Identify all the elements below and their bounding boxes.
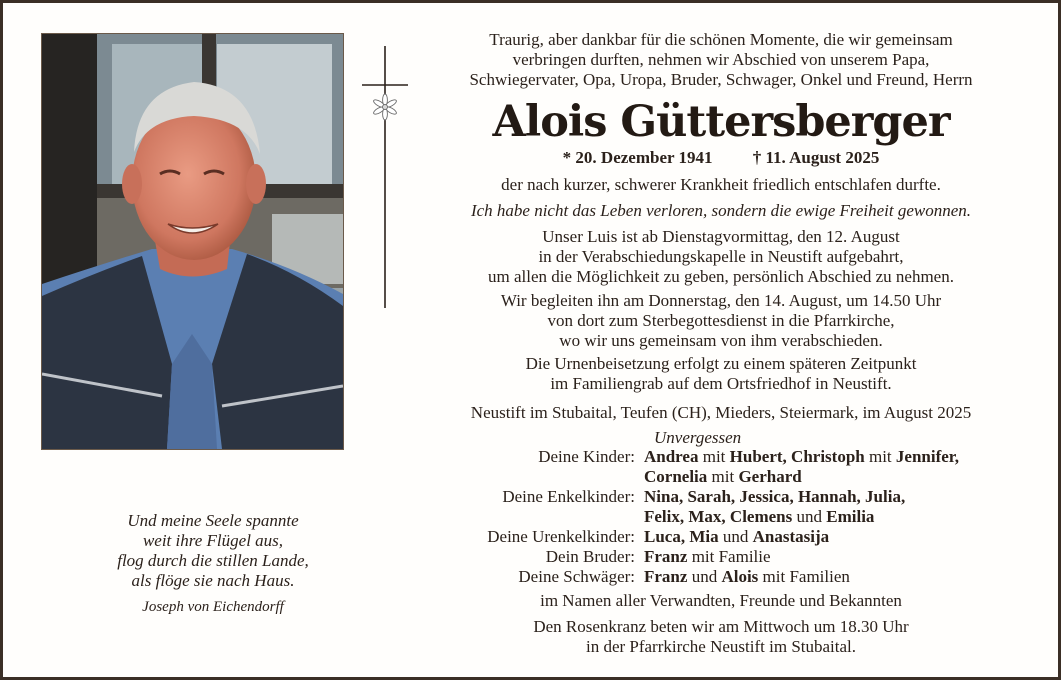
- cross-icon: [359, 46, 411, 308]
- family-connector: mit: [698, 447, 730, 466]
- poem-line: flog durch die stillen Lande,: [117, 551, 309, 570]
- poem-line: als flöge sie nach Haus.: [131, 571, 295, 590]
- intro-line: Schwiegervater, Opa, Uropa, Bruder, Schwager, Onkel und Freund, Herrn: [469, 70, 973, 89]
- family-names: [644, 547, 1014, 567]
- family-member-name: Alois: [721, 567, 759, 586]
- family-connector: mit: [864, 447, 896, 466]
- family-label: Deine Urenkelkinder:: [487, 527, 635, 546]
- family-connector: und: [687, 567, 722, 586]
- intro-text: [411, 30, 1031, 90]
- family-connector: und: [792, 507, 827, 526]
- family-member-name: Nina, Sarah, Jessica, Hannah, Julia,: [644, 487, 906, 506]
- family-row: [363, 567, 1061, 587]
- family-row: [363, 527, 1061, 547]
- family-connector: mit Familie: [687, 547, 771, 566]
- family-member-name: Cornelia: [644, 467, 708, 486]
- family-names: [644, 567, 1014, 587]
- family-label: Deine Enkelkinder:: [502, 487, 635, 506]
- family-label: Deine Schwäger:: [518, 567, 635, 586]
- family-names: [644, 467, 1014, 487]
- family-row: [363, 447, 1061, 467]
- family-member-name: Hubert, Christoph: [729, 447, 865, 466]
- place-date: Neustift im Stubaital, Teufen (CH), Mieders, Steiermark, im August 2025: [470, 403, 972, 422]
- service-text: [411, 291, 1031, 351]
- unvergessen-label: Unvergessen: [654, 428, 742, 447]
- passing-text: der nach kurzer, schwerer Krankheit friedlich entschlafen durfte.: [501, 175, 941, 194]
- viewing-line: um allen die Möglichkeit zu geben, persönlich Abschied zu nehmen.: [488, 267, 954, 286]
- death-date: † 11. August 2025: [752, 148, 880, 167]
- family-member-name: Gerhard: [738, 467, 802, 486]
- family-label: Dein Bruder:: [545, 547, 635, 566]
- family-member-name: Luca, Mia: [644, 527, 719, 546]
- viewing-text: [411, 227, 1031, 287]
- family-member-name: Franz: [644, 547, 688, 566]
- family-row: [363, 467, 1061, 487]
- birth-date: * 20. Dezember 1941: [562, 148, 713, 167]
- family-connector: mit Familien: [758, 567, 850, 586]
- family-member-name: Franz: [644, 567, 688, 586]
- family-member-name: Felix, Max, Clemens: [644, 507, 793, 526]
- burial-line: im Familiengrab auf dem Ortsfriedhof in Neustift.: [550, 374, 892, 393]
- service-line: wo wir uns gemeinsam von ihm verabschieden.: [559, 331, 883, 350]
- service-line: von dort zum Sterbegottesdienst in die Pfarrkirche,: [547, 311, 895, 330]
- closing-text: im Namen aller Verwandten, Freunde und Bekannten: [540, 591, 902, 610]
- poem-line: weit ihre Flügel aus,: [142, 531, 284, 550]
- family-connector: mit: [707, 467, 739, 486]
- family-names: [644, 487, 1014, 507]
- family-names: [644, 507, 1014, 527]
- family-row: [363, 547, 1061, 567]
- intro-line: verbringen durften, nehmen wir Abschied von unserem Papa,: [512, 50, 930, 69]
- family-names: [644, 447, 1014, 467]
- poem-author: Joseph von Eichendorff: [142, 599, 284, 615]
- family-member-name: Emilia: [826, 507, 875, 526]
- rosary-line: in der Pfarrkirche Neustift im Stubaital.: [585, 637, 857, 656]
- viewing-line: in der Verabschiedungskapelle in Neustift aufgebahrt,: [538, 247, 904, 266]
- poem-line: Und meine Seele spannte: [127, 511, 299, 530]
- service-line: Wir begleiten ihn am Donnerstag, den 14. August, um 14.50 Uhr: [500, 291, 942, 310]
- portrait-photo: [41, 33, 344, 450]
- family-member-name: Andrea: [644, 447, 699, 466]
- burial-text: [411, 354, 1031, 394]
- poem: [43, 511, 383, 617]
- deceased-name: Alois Güttersberger: [492, 97, 950, 147]
- family-list: [363, 447, 1061, 587]
- family-row: [363, 487, 1061, 507]
- family-label: Deine Kinder:: [538, 447, 635, 466]
- family-member-name: Anastasija: [752, 527, 830, 546]
- viewing-line: Unser Luis ist ab Dienstagvormittag, den 12. August: [542, 227, 900, 246]
- burial-line: Die Urnenbeisetzung erfolgt zu einem späteren Zeitpunkt: [525, 354, 917, 373]
- intro-line: Traurig, aber dankbar für die schönen Momente, die wir gemeinsam: [489, 30, 953, 49]
- life-dates: [411, 148, 1031, 168]
- family-row: [363, 507, 1061, 527]
- family-member-name: Jennifer,: [895, 447, 960, 466]
- rosary-line: Den Rosenkranz beten wir am Mittwoch um 18.30 Uhr: [533, 617, 909, 636]
- family-connector: und: [718, 527, 753, 546]
- quote-text: Ich habe nicht das Leben verloren, sondern die ewige Freiheit gewonnen.: [470, 201, 972, 220]
- family-names: [644, 527, 1014, 547]
- rosary-text: [411, 617, 1031, 657]
